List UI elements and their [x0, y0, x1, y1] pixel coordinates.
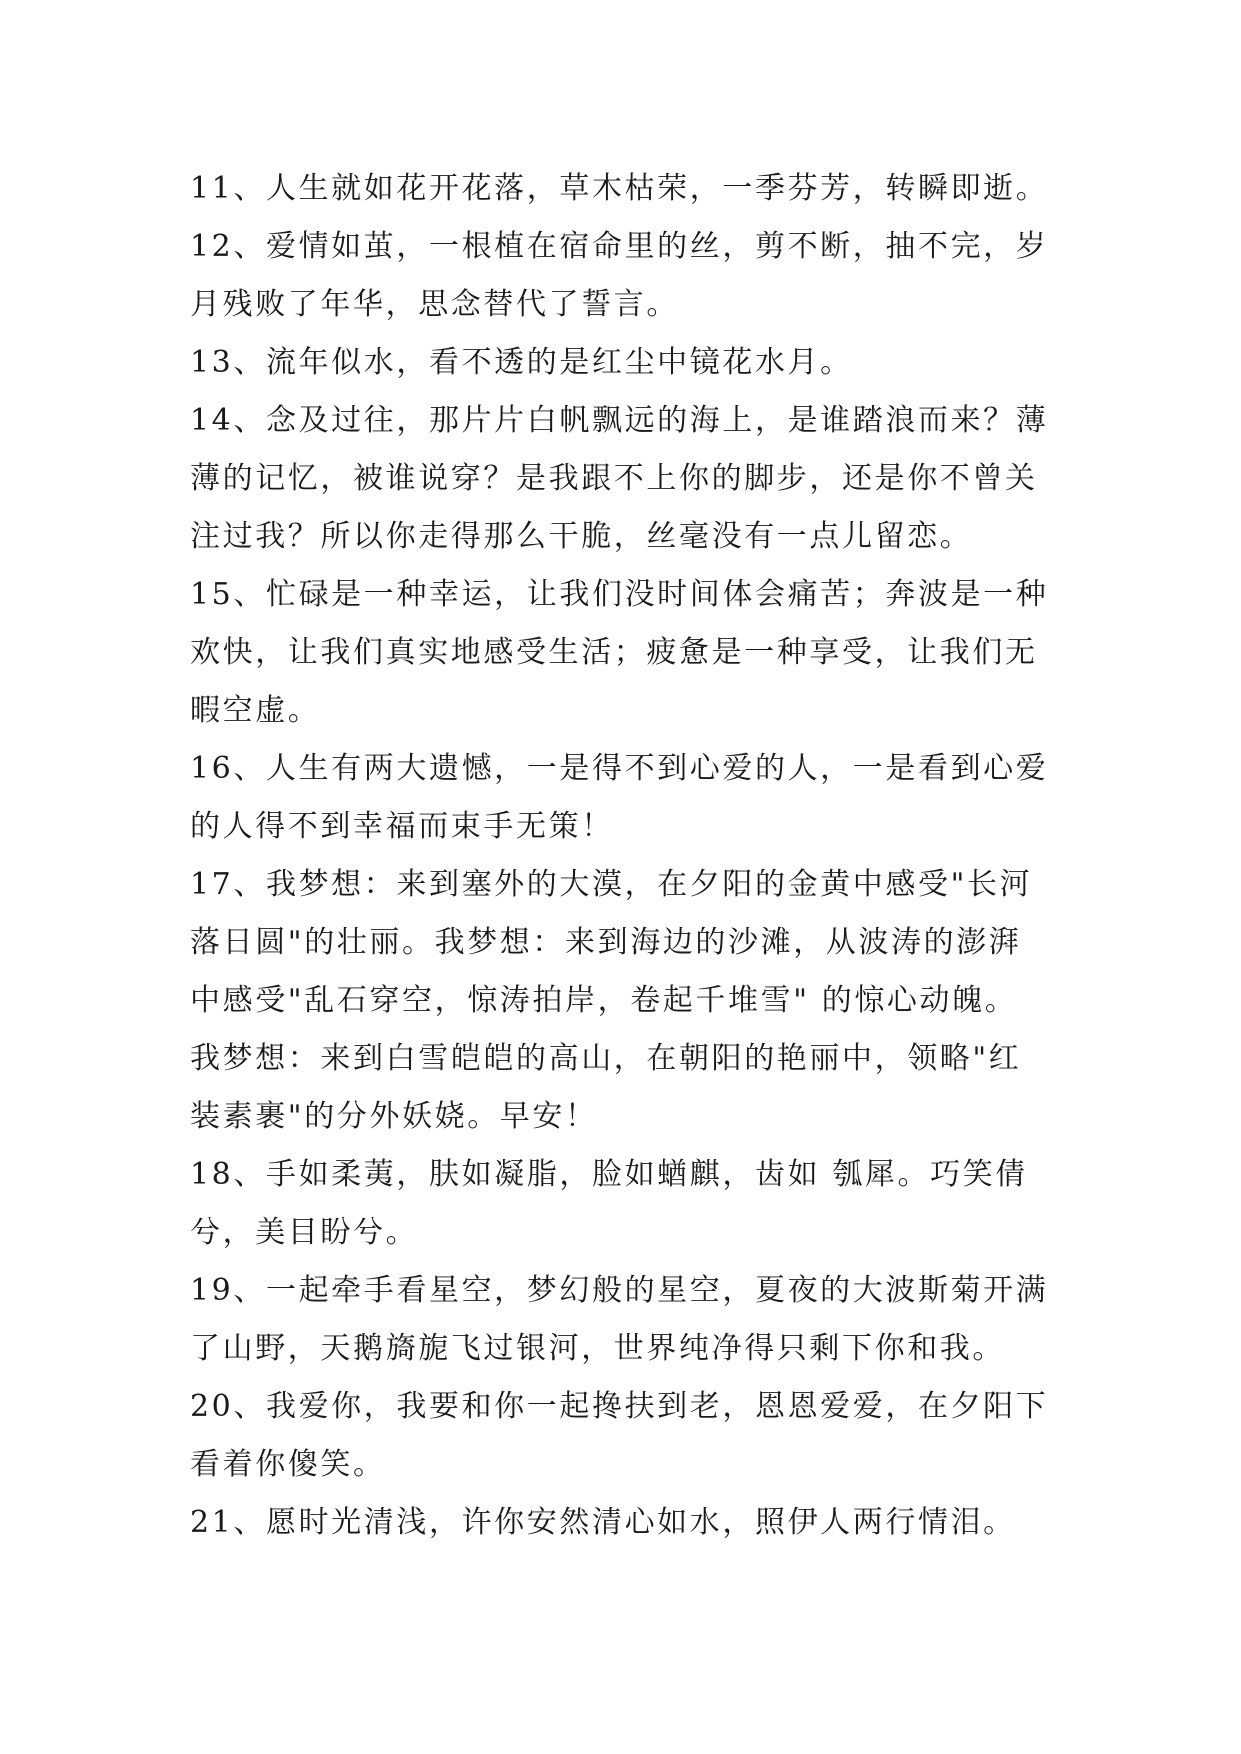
text-line: 的人得不到幸福而束手无策！	[190, 809, 614, 844]
text-line: 装素裹"的分外妖娆。早安！	[190, 1099, 598, 1134]
text-line: 落日圆"的壮丽。我梦想：来到海边的沙滩，从波涛的澎湃	[190, 925, 1022, 960]
text-line: 薄的记忆，被谁说穿？是我跟不上你的脚步，还是你不曾关	[190, 461, 1038, 496]
text-line: 我梦想：来到白雪皑皑的高山，在朝阳的艳丽中，领略"红	[190, 1041, 1022, 1076]
text-line: 18、手如柔荑，肤如凝脂，脸如蝤麒，齿如 瓠犀。巧笑倩	[190, 1157, 1028, 1192]
text-line: 19、一起牵手看星空，梦幻般的星空，夏夜的大波斯菊开满	[190, 1273, 1049, 1308]
text-line: 月残败了年华，思念替代了誓言。	[190, 287, 679, 322]
text-line: 15、忙碌是一种幸运，让我们没时间体会痛苦；奔波是一种	[190, 577, 1049, 612]
text-line: 21、愿时光清浅，许你安然清心如水，照伊人两行情泪。	[190, 1505, 1016, 1540]
document-body	[190, 160, 1070, 1552]
text-line: 13、流年似水，看不透的是红尘中镜花水月。	[190, 345, 853, 380]
text-line: 20、我爱你，我要和你一起搀扶到老，恩恩爱爱，在夕阳下	[190, 1389, 1049, 1424]
text-line: 了山野，天鹅旖旎飞过银河，世界纯净得只剩下你和我。	[190, 1331, 1005, 1366]
text-line: 欢快，让我们真实地感受生活；疲惫是一种享受，让我们无	[190, 635, 1038, 670]
text-line: 11、人生就如花开花落，草木枯荣，一季芬芳，转瞬即逝。	[190, 171, 1049, 206]
text-line: 兮，美目盼兮。	[190, 1215, 419, 1250]
text-line: 暇空虚。	[190, 693, 321, 728]
text-line: 中感受"乱石穿空，惊涛拍岸，卷起千堆雪" 的惊心动魄。	[190, 983, 1018, 1018]
text-line: 17、我梦想：来到塞外的大漠，在夕阳的金黄中感受"长河	[190, 867, 1033, 902]
text-line: 12、爱情如茧，一根植在宿命里的丝，剪不断，抽不完，岁	[190, 229, 1049, 264]
text-line: 注过我？所以你走得那么干脆，丝毫没有一点儿留恋。	[190, 519, 973, 554]
text-line: 看着你傻笑。	[190, 1447, 386, 1482]
text-line: 14、念及过往，那片片白帆飘远的海上，是谁踏浪而来？薄	[190, 403, 1049, 438]
text-line: 16、人生有两大遗憾，一是得不到心爱的人，一是看到心爱	[190, 751, 1049, 786]
